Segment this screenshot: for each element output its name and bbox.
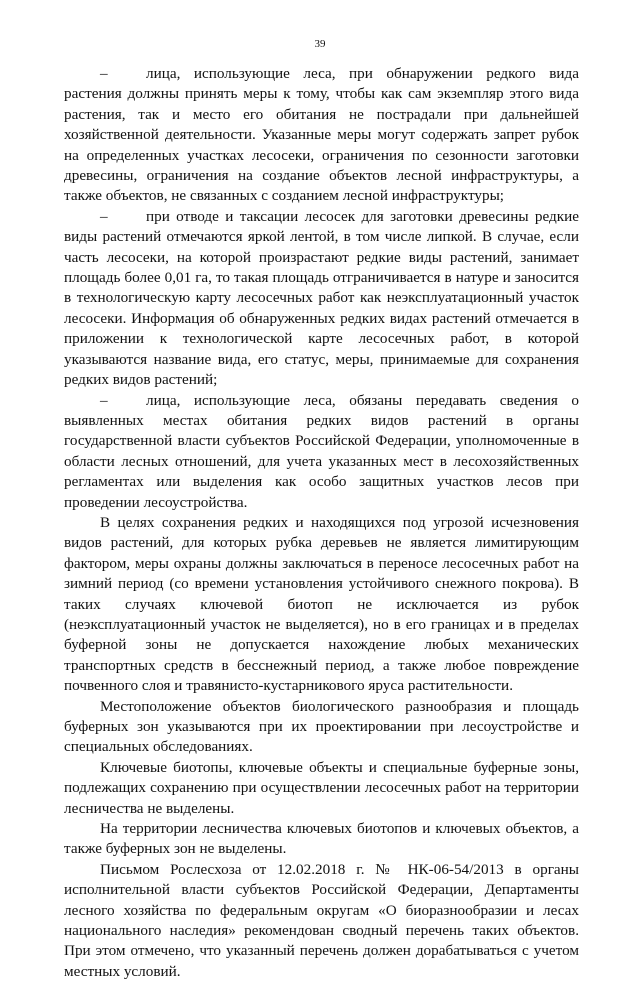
page-number: 39 (314, 38, 326, 50)
paragraph-text: Ключевые биотопы, ключевые объекты и специальные буферные зоны, подлежащих сохранению при осуществлении лесосечных работ на территории лесничества не выделены. (64, 758, 579, 817)
paragraph-7 (64, 819, 579, 860)
list-dash: – (100, 207, 108, 225)
paragraph-5 (64, 697, 579, 758)
list-dash: – (100, 391, 108, 409)
paragraph-4 (64, 513, 579, 697)
paragraph-text: лица, использующие леса, обязаны передавать сведения о выявленных местах обитания редких видов растений в органы государственной власти субъектов Российской Федерации, уполномоченные в области лесных отношений, для учета указанных мест в лесохозяйственных регламентах или выделения как особо защитных участков лесов при проведении лесоустройства. (64, 391, 579, 511)
paragraph-8 (64, 860, 579, 982)
list-dash: – (100, 65, 108, 82)
paragraph-3 (64, 391, 579, 513)
paragraph-text: В целях сохранения редких и находящихся под угрозой исчезновения видов растений, для которых рубка деревьев не является лимитирующим фактором, меры охраны должны заключаться в переносе лесосечных работ на зимний период (со времени установления устойчивого снежного покрова). В таких случаях ключевой биотоп не исключается из рубок (неэксплуатационный участок не выделяется), но в его границах и в пределах буферной зоны не допускается нахождение любых механических транспортных средств в бесснежный период, а также любое повреждение почвенного слоя и травянисто-кустарникового яруса растительности. (64, 513, 579, 695)
paragraph-1 (64, 64, 579, 207)
paragraph-text: при отводе и таксации лесосек для заготовки древесины редкие виды растений отмечаются яркой лентой, в том числе липкой. В случае, если часть лесосеки, на которой произрастают редкие виды растений, занимает площадь более 0,01 га, то такая площадь отграничивается в натуре и заносится в технологическую карту лесосечных работ как неэксплуатационный участок лесосеки. Информация об обнаруженных редких видах растений отмечается в приложении к технологической карте лесосечных работ, в которой указываются название вида, его статус, меры, принимаемые для сохранения редких видов растений; (64, 207, 579, 389)
page-body (64, 64, 579, 982)
paragraph-text: лица, использующие леса, при обнаружении редкого вида растения должны принять меры к тому, чтобы как сам экземпляр этого вида растения, так и место его обитания не пострадали при дальнейшей хозяйственной деятельности. Указанные меры могут содержать запрет рубок на определенных участках лесосеки, ограничения по сезонности заготовки древесины, ограничения на создание объектов лесной инфраструктуры, а также объектов, не связанных с созданием лесной инфраструктуры; (64, 65, 579, 205)
paragraph-text: Местоположение объектов биологического разнообразия и площадь буферных зон указываются при их проектировании при лесоустройстве и специальных обследованиях. (64, 697, 579, 756)
paragraph-text: На территории лесничества ключевых биотопов и ключевых объектов, а также буферных зон не выделены. (64, 820, 579, 858)
paragraph-text: Письмом Рослесхоза от 12.02.2018 г. № НК-06-54/2013 в органы исполнительной власти субъектов Российской Федерации, Департаменты лесного хозяйства по федеральным округам «О биоразнообразии и лесах национального наследия» рекомендован сводный перечень таких объектов. При этом отмечено, что указанный перечень должен дорабатываться с учетом местных условий. (64, 860, 579, 980)
paragraph-6 (64, 758, 579, 819)
paragraph-2 (64, 207, 579, 391)
